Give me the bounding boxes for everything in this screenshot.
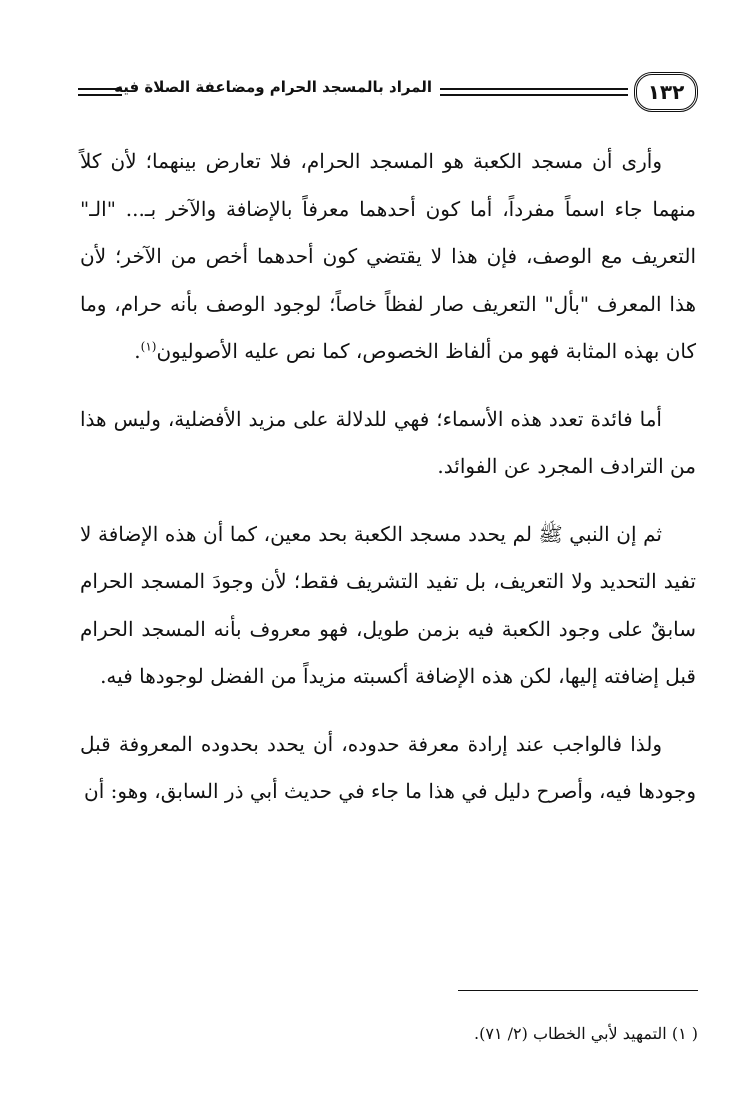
header-rule-right — [440, 88, 628, 98]
page-number: ١٣٢ — [634, 72, 698, 112]
paragraph-4: ولذا فالواجب عند إرادة معرفة حدوده، أن يحدد بحدوده المعروفة قبل وجودها فيه، وأصرح دليل في هذا ما جاء في حديث أبي ذر السابق، وهو: أن — [80, 731, 696, 803]
footnote-1: ( ١) التمهيد لأبي الخطاب (٢/ ٧١). — [474, 1024, 698, 1043]
page-header — [70, 70, 700, 120]
paragraph-2: أما فائدة تعدد هذه الأسماء؛ فهي للدلالة على مزيد الأفضلية، وليس هذا من الترادف المجرد عن الفوائد. — [80, 406, 696, 478]
paragraph-3: ثم إن النبي ﷺ لم يحدد مسجد الكعبة بحد معين، كما أن هذه الإضافة لا تفيد التحديد ولا التعريف، بل تفيد التشريف فقط؛ لأن وجودَ المسجد الحرام سابقٌ على وجود الكعبة فيه بزمن طويل، فهو معروف بأنه المسجد الحرام قبل إضافته إليها، لكن هذه الإضافة أكسبته مزيداً من الفضل لوجودها فيه. — [80, 521, 696, 688]
running-title: المراد بالمسجد الحرام ومضاعفة الصلاة فيه — [114, 78, 432, 96]
main-text — [80, 138, 696, 836]
paragraph-1: وأرى أن مسجد الكعبة هو المسجد الحرام، فلا تعارض بينهما؛ لأن كلاً منهما جاء اسماً مفرداً، أما كون أحدهما معرفاً بالإضافة والآخر بـ... "الـ" التعريف مع الوصف، فإن هذا لا يقتضي كون أحدهما أخص من الآخر؛ لأن هذا المعرف "بأل" التعريف صار لفظاً خاصاً؛ لوجود الوصف بأنه حرام، وما كان بهذه المثابة فهو من ألفاظ الخصوص، كما نص عليه الأصوليون$^{(١)}$. — [80, 149, 696, 363]
footnote-reference[interactable]: (١) — [140, 339, 157, 354]
footnote-divider — [458, 990, 698, 991]
